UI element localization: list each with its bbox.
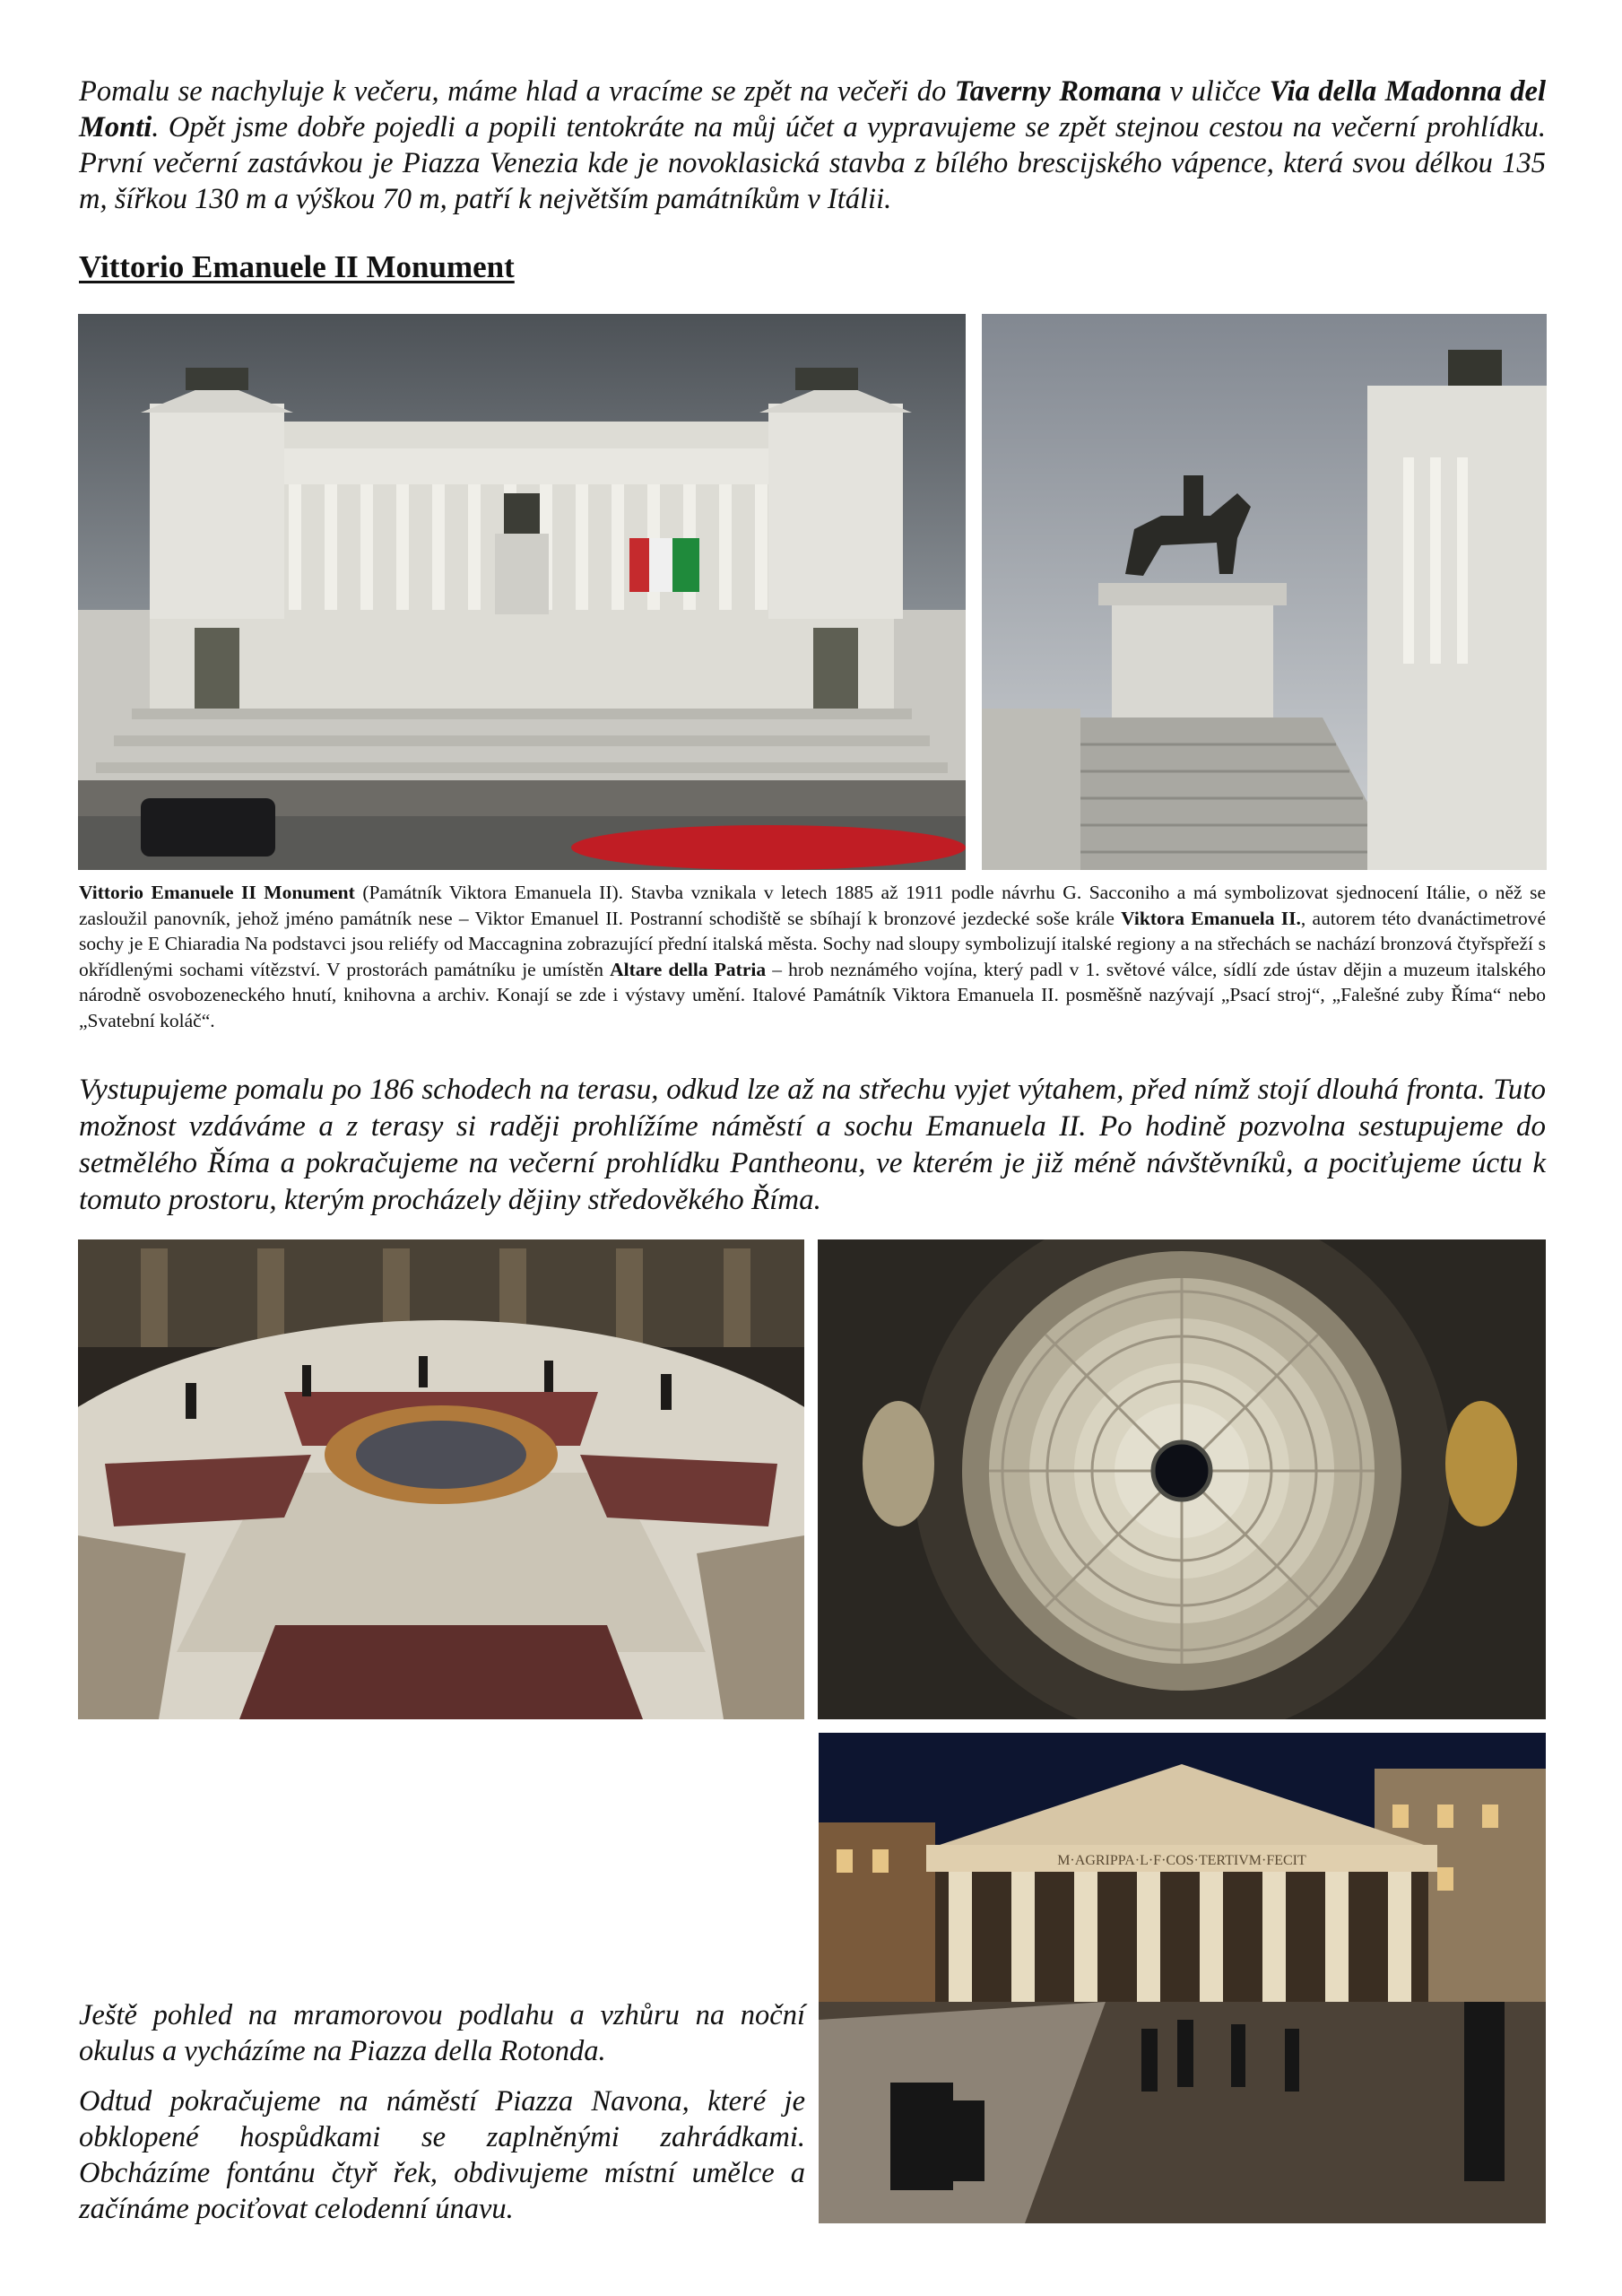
caption-text: (Památník Viktora Emanuela II). Stavba vznikala v letech 1885 až 1911 podle návrhu G. Sacconiho a má symbolizovat sjednocení Itálie, o něž se zasloužil panovník, jehož jméno památník nese – Viktor Emanuel II. Postranní schodiště se sbíhají k bronzové jezdecké soše krále	[79, 882, 1546, 929]
section-heading: Vittorio Emanuele II Monument	[79, 249, 515, 284]
caption-bold-king: Viktora Emanuela II.	[1121, 907, 1301, 929]
intro-text: v uličce	[1161, 75, 1270, 108]
caption-bold-title: Vittorio Emanuele II Monument	[79, 882, 355, 903]
photo-pantheon-dome-oculus	[818, 1239, 1546, 1719]
photo-equestrian-statue	[982, 314, 1547, 870]
caption-text: – hrob neznámého vojína, který padl v 1. světové válce, sídlí zde ústav dějin a muzeum italského národně osvobozeneckého hnutí, knihovna a archiv. Konají se zde i výstavy umění. Italové Památník Viktora Emanuela II. posměšně nazývají „Psací stroj“, „Falešné zuby Říma“ nebo „Svatební koláč“.	[79, 958, 1546, 1031]
photo-caption	[79, 880, 1546, 1033]
pantheon-inscription: M·AGRIPPA·L·F·COS·TERTIVM·FECIT	[1057, 1853, 1306, 1868]
intro-text: . Opět jsme dobře pojedli a popili tentokráte na můj účet a vypravujeme se zpět stejnou cestou na večerní prohlídku. První večerní zastávkou je Piazza Venezia kde je novoklasická stavba z bílého brescijského vápence, která svou délkou 135 m, šířkou 130 m a výškou 70 m, patří k největším památníkům v Itálii.	[79, 111, 1546, 215]
caption-bold-altar: Altare della Patria	[610, 958, 767, 980]
intro-bold-taverna: Taverny Romana	[954, 75, 1162, 108]
photo-pantheon-marble-floor	[78, 1239, 804, 1719]
photo-pantheon-night	[819, 1733, 1546, 2223]
navona-paragraph: Odtud pokračujeme na náměstí Piazza Navona, které je obklopené hospůdkami se zaplněnými zahrádkami. Obcházíme fontánu čtyř řek, obdivujeme místní umělce a začínáme pociťovat celodenní únavu.	[79, 2085, 805, 2225]
intro-paragraph	[79, 74, 1546, 217]
photo-vittoriano-monument	[78, 314, 966, 870]
rotonda-paragraph: Ještě pohled na mramorovou podlahu a vzhůru na noční okulus a vycházíme na Piazza della Rotonda.	[79, 1999, 805, 2067]
intro-bold-street: Via della Madonna del Monti	[79, 75, 1547, 144]
intro-text: Pomalu se nachyluje k večeru, máme hlad a vracíme se zpět na večeři do	[79, 75, 955, 108]
caption-text: , autorem této dvanáctimetrové sochy je E Chiaradia Na podstavci jsou reliéfy od Maccagnina zobrazující přední italská města. Sochy nad sloupy symbolizují italské regiony a na střechách se nachází bronzová čtyřspřeží s okřídlenými sochami vítězství. V prostorách památníku je umístěn	[79, 907, 1546, 980]
pantheon-paragraph: Vystupujeme pomalu po 186 schodech na terasu, odkud lze až na střechu vyjet výtahem, před nímž stojí dlouhá fronta. Tuto možnost vzdáváme a z terasy si raději prohlížíme náměstí a sochu Emanuela II. Po hodině pozvolna sestupujeme do setmělého Říma a pokračujeme na večerní prohlídku Pantheonu, ve kterém je již méně návštěvníků, a pociťujeme úctu k tomuto prostoru, kterým procházely dějiny středověkého Říma.	[79, 1074, 1546, 1216]
